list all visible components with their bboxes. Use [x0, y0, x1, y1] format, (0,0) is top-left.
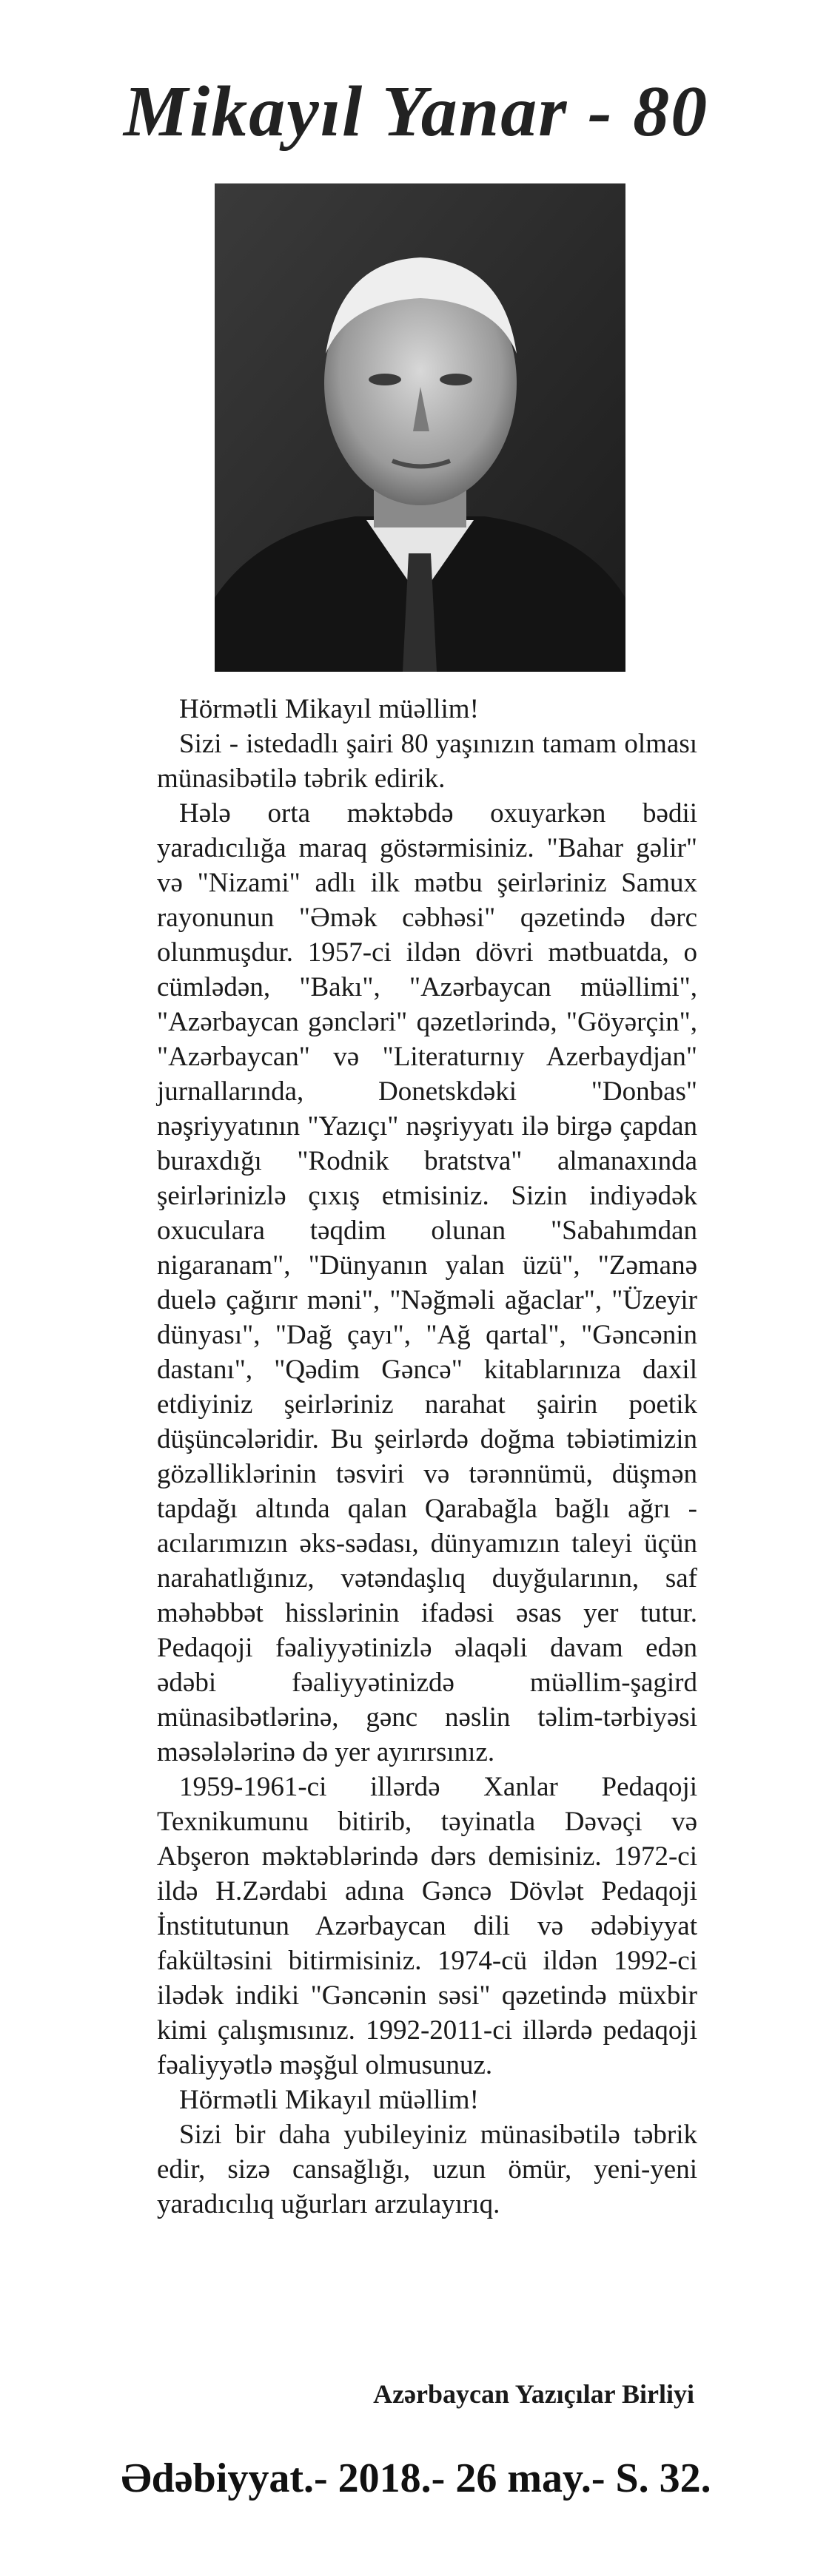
source-citation: Ədəbiyyat.- 2018.- 26 may.- S. 32. — [121, 2455, 711, 2501]
article-body — [157, 692, 697, 2222]
signature: Azərbaycan Yazıçılar Birliyi — [373, 2379, 694, 2409]
page-title: Mikayıl Yanar - 80 — [123, 72, 709, 152]
paragraph: 1959-1961-ci illərdə Xanlar Pedaqoji Texnikumunu bitirib, təyinatla Dəvəçi və Abşeron məktəblərində dərs demisiniz. 1972-ci ildə H.Zərdabi adına Gəncə Dövlət Pedaqoji İnstitutunun Azərbaycan dili və ədəbiyyat fakültəsini bitirmisiniz. 1974-cü ildən 1992-ci ilədək indiki "Gəncənin səsi" qəzetində müxbir kimi çalışmısınız. 1992-2011-ci illərdə pedaqoji fəaliyyətlə məşğul olmusunuz. — [157, 1772, 697, 2080]
portrait-photo-icon — [215, 183, 625, 672]
greeting: Hörmətli Mikayıl müəllim! — [179, 694, 479, 724]
portrait-photo — [215, 183, 625, 672]
greeting: Hörmətli Mikayıl müəllim! — [179, 2085, 479, 2115]
paragraph: Sizi - istedadlı şairi 80 yaşınızın tamam olması münasibətilə təbrik edirik. — [157, 729, 697, 794]
paragraph: Sizi bir daha yubileyiniz münasibətilə təbrik edir, sizə cansağlığı, uzun ömür, yeni-yeni yaradıcılıq uğurları arzulayırıq. — [157, 2120, 697, 2219]
paragraph: Hələ orta məktəbdə oxuyarkən bədii yaradıcılığa maraq göstərmisiniz. "Bahar gəlir" və "Nizami" adlı ilk mətbu şeirləriniz Samux rayonunun "Əmək cəbhəsi" qəzetində dərc olunmuşdur. 1957-ci ildən dövri mətbuatda, o cümlədən, "Bakı", "Azərbaycan müəllimi", "Azərbaycan gəncləri" qəzetlərində, "Göyərçin", "Azərbaycan" və "Literaturnıy Azerbaydjan" jurnallarında, Donetskdəki "Donbas" nəşriyyatının "Yazıçı" nəşriyyatı ilə birgə çapdan buraxdığı "Rodnik bratstva" almanaxında şeirlərinizlə çıxış etmisiniz. Sizin indiyədək oxuculara təqdim olunan "Sabahımdan nigaranam", "Dünyanın yalan üzü", "Zəmanə duelə çağırır məni", "Nəğməli ağaclar", "Üzeyir dünyası", "Dağ çayı", "Ağ qartal", "Gəncənin dastanı", "Qədim Gəncə" kitablarınıza daxil etdiyiniz şeirləriniz narahat şairin poetik düşüncələridir. Bu şeirlərdə doğma təbiətimizin gözəlliklərinin təsviri və tərənnümü, düşmən tapdağı altında qalan Qarabağla bağlı ağrı - acılarımızın əks-sədası, dünyamızın taleyi üçün narahatlığınız, vətəndaşlıq duyğularının, saf məhəbbət hisslərinin ifadəsi əsas yer tutur. Pedaqoji fəaliyyətinizlə əlaqəli davam edən ədəbi fəaliyyətinizdə müəllim-şagird münasibətlərinə, gənc nəslin təlim-tərbiyəsi məsələlərinə də yer ayırırsınız. — [157, 798, 697, 1767]
